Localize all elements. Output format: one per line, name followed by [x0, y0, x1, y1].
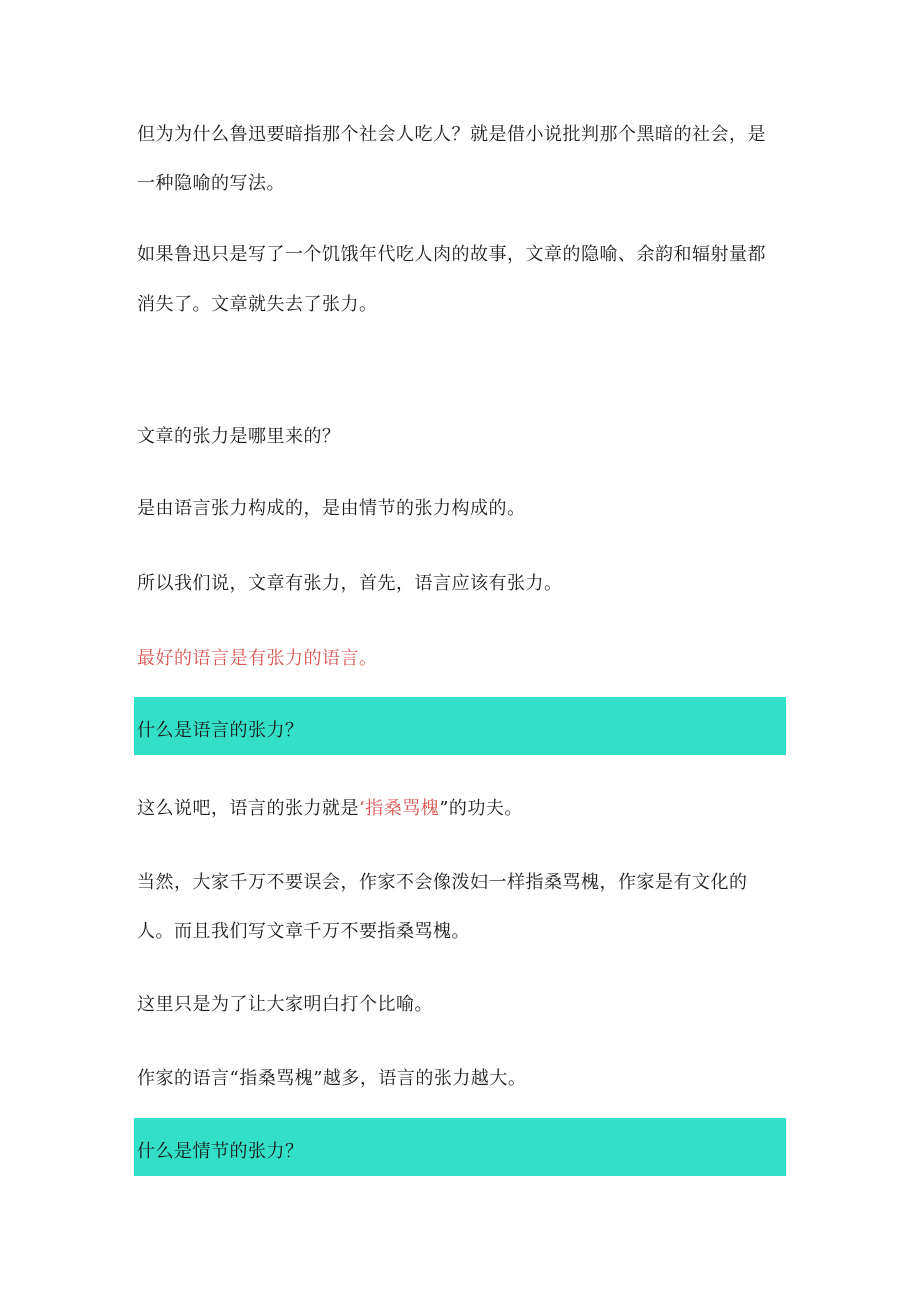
- paragraph-2-line-2: 消失了。文章就失去了张力。: [137, 294, 378, 315]
- paragraph-7-before: 这么说吧，语言的张力就是: [137, 798, 359, 819]
- paragraph-7-after: ”的功夫。: [439, 798, 523, 819]
- paragraph-7-quote: ‘指桑骂槐: [359, 798, 440, 819]
- paragraph-10: 作家的语言“指桑骂槐”越多，语言的张力越大。: [137, 1068, 527, 1089]
- paragraph-7: [137, 800, 523, 818]
- paragraph-2-line-1: 如果鲁迅只是写了一个饥饿年代吃人肉的故事，文章的隐喻、余韵和辐射量都: [137, 244, 766, 265]
- paragraph-3: 文章的张力是哪里来的？: [137, 426, 341, 447]
- heading-language-tension: 什么是语言的张力？: [137, 720, 304, 741]
- heading-band-language-tension: [134, 697, 786, 755]
- emphasis-paragraph: 最好的语言是有张力的语言。: [137, 648, 378, 669]
- paragraph-9: 这里只是为了让大家明白打个比喻。: [137, 994, 433, 1015]
- paragraph-8-line-2: 人。而且我们写文章千万不要指桑骂槐。: [137, 921, 470, 942]
- paragraph-1-line-1: 但为为什么鲁迅要暗指那个社会人吃人？就是借小说批判那个黑暗的社会，是: [137, 124, 766, 145]
- paragraph-4: 是由语言张力构成的，是由情节的张力构成的。: [137, 498, 526, 519]
- paragraph-8-line-1: 当然，大家千万不要误会，作家不会像泼妇一样指桑骂槐，作家是有文化的: [137, 872, 748, 893]
- heading-band-plot-tension: [134, 1118, 786, 1176]
- paragraph-5: 所以我们说，文章有张力，首先，语言应该有张力。: [137, 573, 563, 594]
- heading-plot-tension: 什么是情节的张力？: [137, 1141, 304, 1162]
- paragraph-1-line-2: 一种隐喻的写法。: [137, 173, 285, 194]
